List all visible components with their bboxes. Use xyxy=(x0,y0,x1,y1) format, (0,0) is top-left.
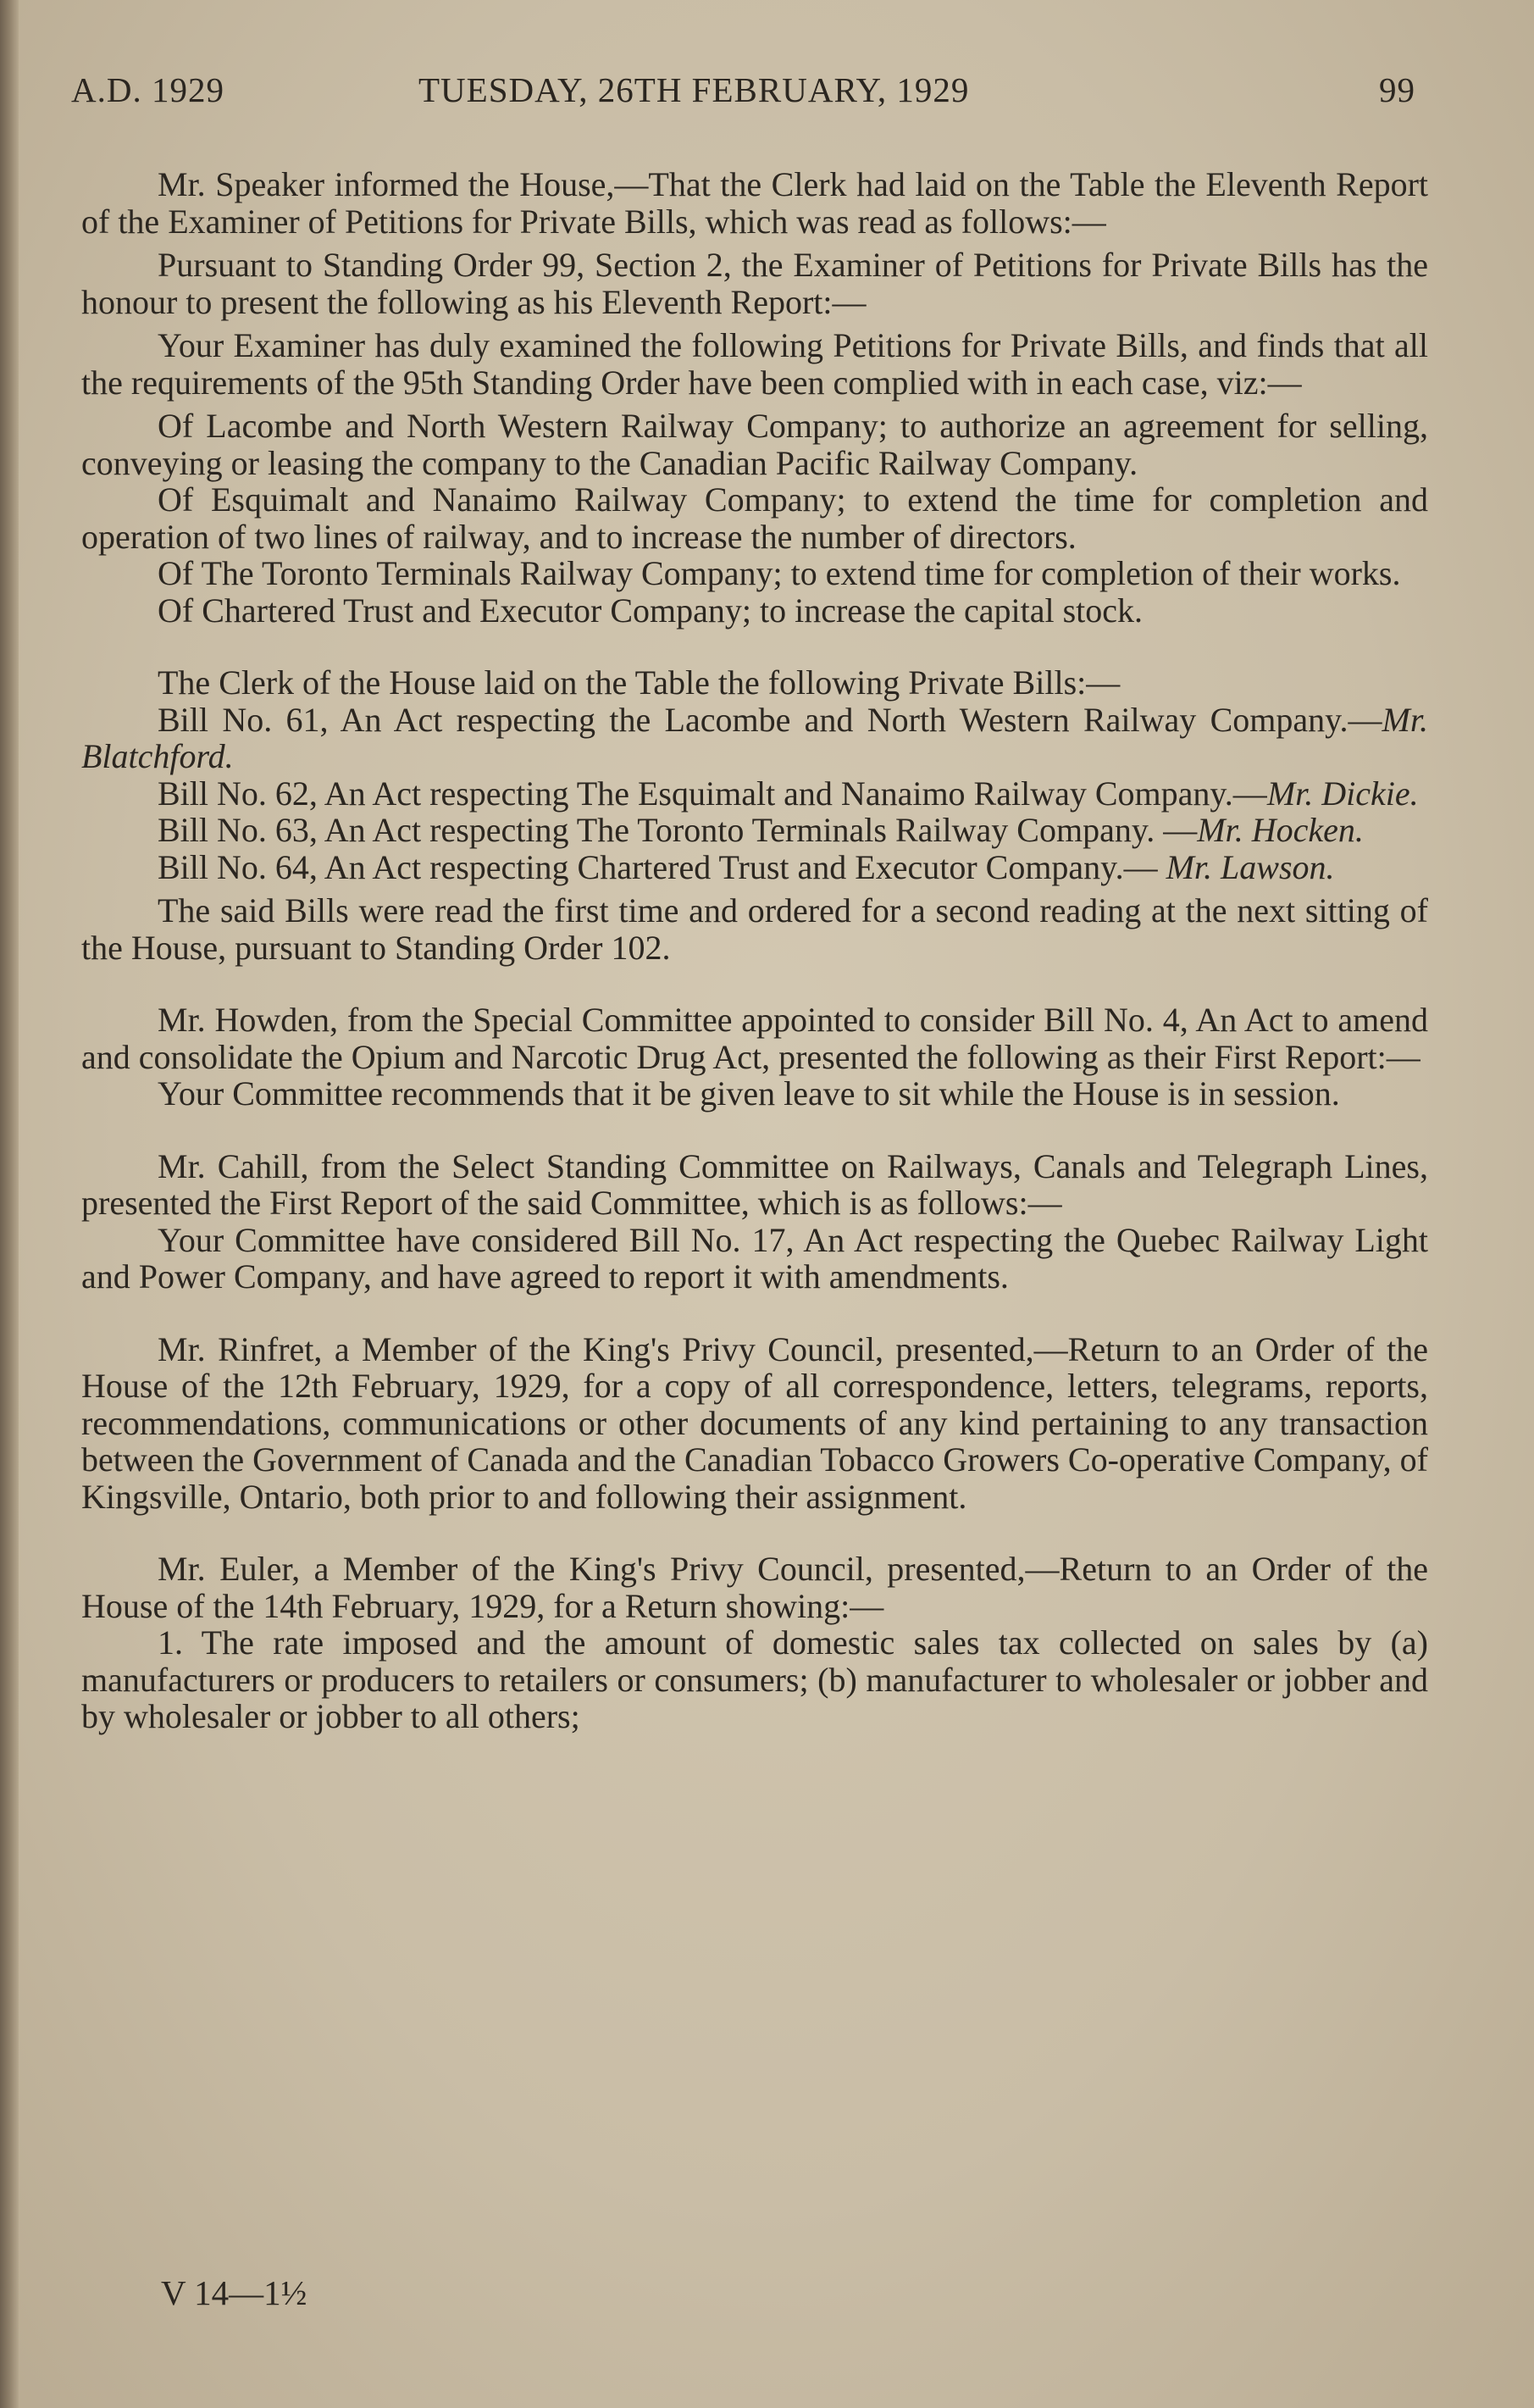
header-date: TUESDAY, 26TH FEBRUARY, 1929 xyxy=(418,70,970,109)
page-header xyxy=(71,69,1415,120)
paragraph-petition-chartered: Of Chartered Trust and Executor Company; to increase the capital stock. xyxy=(158,591,1144,630)
paragraph-cahill: Mr. Cahill, from the Select Standing Committee on Railways, Canals and Telegraph Lines, presented the First Report of the said Committee, which is as follows:— xyxy=(81,1146,1428,1222)
bill-63-text: Bill No. 63, An Act respecting The Toronto Terminals Railway Company. — xyxy=(158,811,1198,849)
bill-64-member: Mr. Lawson. xyxy=(1166,847,1335,886)
paragraph-euler-return: Mr. Euler, a Member of the King's Privy Council, presented,—Return to an Order of the House of the 14th February, 1929, for a Return showing:— xyxy=(81,1550,1428,1625)
paragraph-petition-esquimalt: Of Esquimalt and Nanaimo Railway Company; to extend the time for completion and operation of two lines of railway, and to increase the number of directors. xyxy=(81,480,1428,556)
paragraph-petition-lacombe: Of Lacombe and North Western Railway Company; to authorize an agreement for selling, conveying or leasing the company to the Canadian Pacific Railway Company. xyxy=(81,407,1428,482)
paragraph-first-reading: The said Bills were read the first time and ordered for a second reading at the next sitting of the House, pursuant to Standing Order 102. xyxy=(81,891,1428,967)
paragraph-committee-leave: Your Committee recommends that it be given leave to sit while the House is in session. xyxy=(158,1074,1340,1112)
printer-signature: V 14—1½ xyxy=(161,2273,307,2312)
paragraph-bill-63 xyxy=(81,812,1428,849)
bill-64-text: Bill No. 64, An Act respecting Chartered Trust and Executor Company.— xyxy=(158,847,1166,886)
page-number: 99 xyxy=(1379,70,1415,109)
paragraph-bill-17: Your Committee have considered Bill No. 17, An Act respecting the Quebec Railway Light and Power Company, and have agreed to report it with amendments. xyxy=(81,1220,1428,1296)
header-year: A.D. 1929 xyxy=(71,70,224,109)
paragraph-bill-61 xyxy=(81,702,1428,775)
bill-61-member: Mr. Blatchford. xyxy=(81,700,1428,775)
paragraph-rinfret-return: Mr. Rinfret, a Member of the King's Privy Council, presented,—Return to an Order of the House of the 12th February, 1929, for a copy of all correspondence, letters, telegrams, reports, recommendations, communications or other documents of any kind pertaining to any transaction between the Government of Canada and the Canadian Tobacco Growers Co-operative Company, of Kingsville, Ontario, both prior to and following their assignment. xyxy=(81,1329,1428,1516)
paragraph-bill-62 xyxy=(81,775,1428,813)
paragraph-examiner: Your Examiner has duly examined the following Petitions for Private Bills, and finds that all the requirements of the 95th Standing Order have been complied with in each case, viz:— xyxy=(81,326,1428,402)
paragraph-sales-tax: 1. The rate imposed and the amount of domestic sales tax collected on sales by (a) manufacturers or producers to retailers or consumers; (b) manufacturer to wholesaler or jobber and by wholesaler or jobber to all others; xyxy=(81,1623,1428,1735)
paragraph-petition-toronto: Of The Toronto Terminals Railway Company; to extend time for completion of their works. xyxy=(158,554,1401,592)
paragraph-bill-64 xyxy=(81,849,1428,886)
bill-63-member: Mr. Hocken. xyxy=(1197,811,1364,849)
paragraph-speaker-report: Mr. Speaker informed the House,—That the Clerk had laid on the Table the Eleventh Report of the Examiner of Petitions for Private Bills, which was read as follows:— xyxy=(81,165,1428,241)
bill-62-text: Bill No. 62, An Act respecting The Esquimalt and Nanaimo Railway Company.— xyxy=(158,774,1267,813)
bill-61-text: Bill No. 61, An Act respecting the Lacombe and North Western Railway Company.— xyxy=(158,700,1382,739)
paragraph-clerk-bills: The Clerk of the House laid on the Table the following Private Bills:— xyxy=(158,663,1121,702)
book-spine-shadow xyxy=(0,0,19,2408)
paragraph-howden: Mr. Howden, from the Special Committee appointed to consider Bill No. 4, An Act to amend and consolidate the Opium and Narcotic Drug Act, presented the following as their First Report:— xyxy=(81,1001,1428,1076)
paragraph-pursuant: Pursuant to Standing Order 99, Section 2, the Examiner of Petitions for Private Bills has the honour to present the following as his Eleventh Report:— xyxy=(81,246,1428,321)
bill-62-member: Mr. Dickie. xyxy=(1266,774,1419,813)
journal-body xyxy=(81,166,1428,1735)
